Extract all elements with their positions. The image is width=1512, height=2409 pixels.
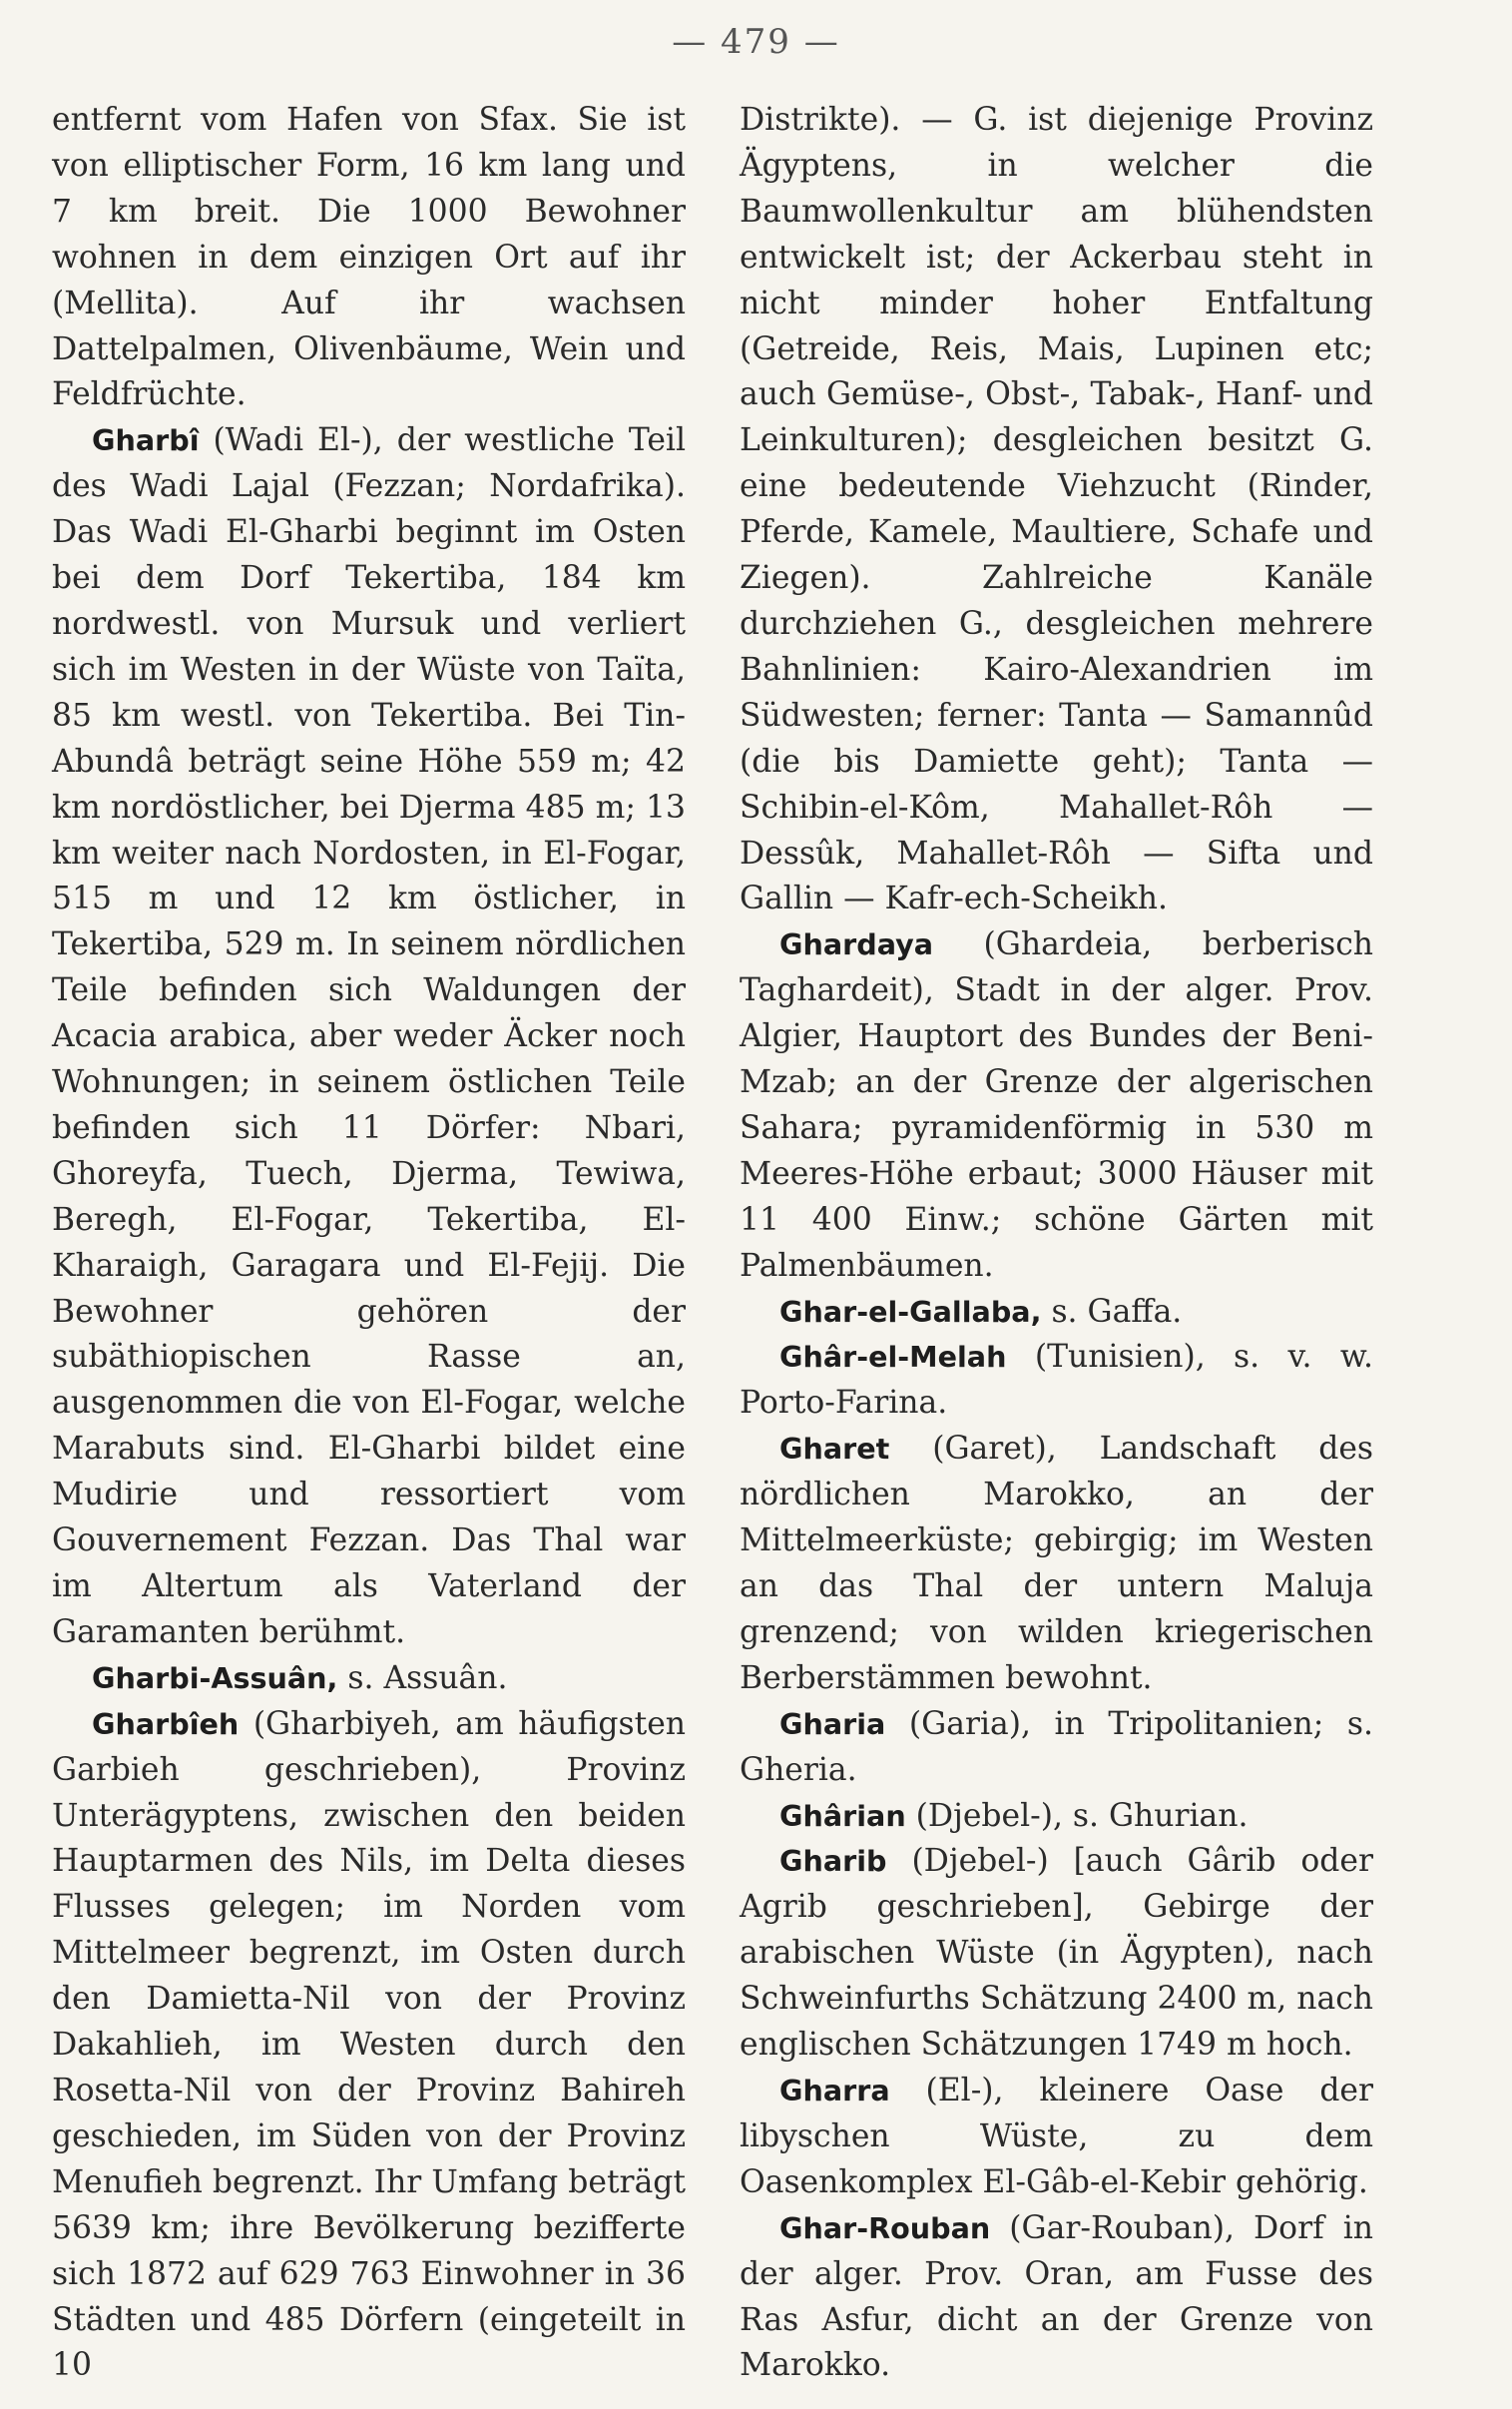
entry-headword: Gharbi-Assuân, — [92, 1660, 338, 1695]
entry-body: s. Assuân. — [347, 1659, 508, 1696]
entry-ghar-rouban — [740, 2206, 1373, 2390]
entry-headword: Ghâr-el-Melah — [779, 1340, 1007, 1375]
entry-headword: Ghârian — [779, 1798, 906, 1833]
entry-body: (Tunisien), s. v. w. Porto-Farina. — [740, 1339, 1373, 1422]
entry-headword: Gharib — [779, 1844, 887, 1879]
entry-body: (Ghardeia, berberisch Taghardeit), Stadt in der alger. Prov. Algier, Hauptort des Bundes der Beni-Mzab; an der Grenze der algerischen Sahara; pyramidenförmig in 530 m Meeres-Höhe erbaut; 3000 Häuser mit 11 400 Einw.; schöne Gärten mit Palmenbäumen. — [740, 926, 1373, 1284]
entry-headword: Gharbîeh — [92, 1706, 240, 1741]
entry-gharbi-assuan — [52, 1656, 686, 1702]
entry-ghar-el-melah — [740, 1335, 1373, 1427]
entry-gharra — [740, 2069, 1373, 2206]
entry-body: (Gharbiyeh, am häufigsten Garbieh geschrieben), Provinz Unterägyptens, zwischen den beiden Hauptarmen des Nils, im Delta dieses Flusses gelegen; im Norden vom Mittelmeer begrenzt, im Osten durch den Damietta-Nil von der Provinz Dakahlieh, im Westen durch den Rosetta-Nil von der Provinz Bahireh geschieden, im Süden von der Provinz Menufieh begrenzt. Ihr Umfang beträgt 5639 km; ihre Bevölkerung bezifferte sich 1872 auf 629 763 Einwohner in 36 Städten und 485 Dörfern (eingeteilt in 10 — [52, 1705, 686, 2384]
entry-gharib — [740, 1839, 1373, 2069]
entry-gharbi — [52, 418, 686, 1655]
entry-continuation: Distrikte). — G. ist diejenige Provinz Ägyptens, in welcher die Baumwollenkultur am blühendsten entwickelt ist; der Ackerbau steht in nicht minder hoher Entfaltung (Getreide, Reis, Mais, Lupinen etc; auch Gemüse-, Obst-, Tabak-, Hanf- und Leinkulturen); desgleichen besitzt G. eine bedeutende Viehzucht (Rinder, Pferde, Kamele, Maultiere, Schafe und Ziegen). Zahlreiche Kanäle durchziehen G., desgleichen mehrere Bahnlinien: Kairo-Alexandrien im Südwesten; ferner: Tanta — Samannûd (die bis Damiette geht); Tanta — Schibin-el-Kôm, Mahallet-Rôh — Dessûk, Mahallet-Rôh — Sifta und Gallin — Kafr-ech-Scheikh. — [740, 102, 1373, 917]
left-column — [52, 98, 686, 2389]
entry-body: (Garia), in Tripolitanien; s. Gheria. — [740, 1705, 1373, 1788]
entry-body: (Djebel-), s. Ghurian. — [915, 1797, 1249, 1834]
entry-continuation: entfernt vom Hafen von Sfax. Sie ist von elliptischer Form, 16 km lang und 7 km breit. Die 1000 Bewohner wohnen in dem einzigen Ort auf ihr (Mellita). Auf ihr wachsen Dattelpalmen, Olivenbäume, Wein und Feldfrüchte. — [52, 102, 686, 413]
right-column — [740, 98, 1373, 2389]
entry-headword: Gharia — [779, 1706, 886, 1741]
entry-body: (Gar-Rouban), Dorf in der alger. Prov. Oran, am Fusse des Ras Asfur, dicht an der Grenze von Marokko. — [740, 2209, 1373, 2384]
entry-gharet — [740, 1427, 1373, 1701]
entry-headword: Gharra — [779, 2073, 890, 2108]
entry-body: (El-), kleinere Oase der libyschen Wüste, zu dem Oasenkomplex El-Gâb-el-Kebir gehörig. — [740, 2072, 1373, 2200]
entry-headword: Ghar-el-Gallaba, — [779, 1294, 1042, 1329]
entry-headword: Ghardaya — [779, 927, 934, 962]
entry-body: (Garet), Landschaft des nördlichen Marokko, an der Mittelmeerküste; gebirgig; im Westen an das Thal der untern Maluja grenzend; von wilden kriegerischen Berberstämmen bewohnt. — [740, 1431, 1374, 1696]
entry-gharian — [740, 1794, 1373, 1840]
entry-ghardaya — [740, 922, 1373, 1289]
page-number: — 479 — — [672, 22, 840, 62]
entry-headword: Gharet — [779, 1432, 890, 1467]
entry-headword: Ghar-Rouban — [779, 2210, 991, 2245]
entry-body: s. Gaffa. — [1051, 1293, 1183, 1330]
entry-body: (Wadi El-), der westliche Teil des Wadi Lajal (Fezzan; Nordafrika). Das Wadi El-Gharbi beginnt im Osten bei dem Dorf Tekertiba, 184 km nordwestl. von Mursuk und verliert sich im Westen in der Wüste von Taïta, 85 km westl. von Tekertiba. Bei Tin-Abundâ beträgt seine Höhe 559 m; 42 km nordöstlicher, bei Djerma 485 m; 13 km weiter nach Nordosten, in El-Fogar, 515 m und 12 km östlicher, in Tekertiba, 529 m. In seinem nördlichen Teile befinden sich Waldungen der Acacia arabica, aber weder Äcker noch Wohnungen; in seinem östlichen Teile befinden sich 11 Dörfer: Nbari, Ghoreyfa, Tuech, Djerma, Tewiwa, Beregh, El-Fogar, Tekertiba, El-Kharaigh, Garagara und El-Fejij. Die Bewohner gehören der subäthiopischen Rasse an, ausgenommen die von El-Fogar, welche Marabuts sind. El-Gharbi bildet eine Mudirie und ressortiert vom Gouvernement Fezzan. Das Thal war im Altertum als Vaterland der Garamanten berühmt. — [52, 422, 686, 1650]
entry-body: (Djebel-) [auch Gârib oder Agrib geschrieben], Gebirge der arabischen Wüste (in Ägypten), nach Schweinfurths Schätzung 2400 m, nach englischen Schätzungen 1749 m hoch. — [740, 1843, 1373, 2064]
entry-ghar-el-gallaba — [740, 1290, 1373, 1336]
entry-gharbieh — [52, 1702, 686, 2390]
entry-gharia — [740, 1702, 1373, 1794]
entry-headword: Gharbî — [92, 423, 200, 458]
